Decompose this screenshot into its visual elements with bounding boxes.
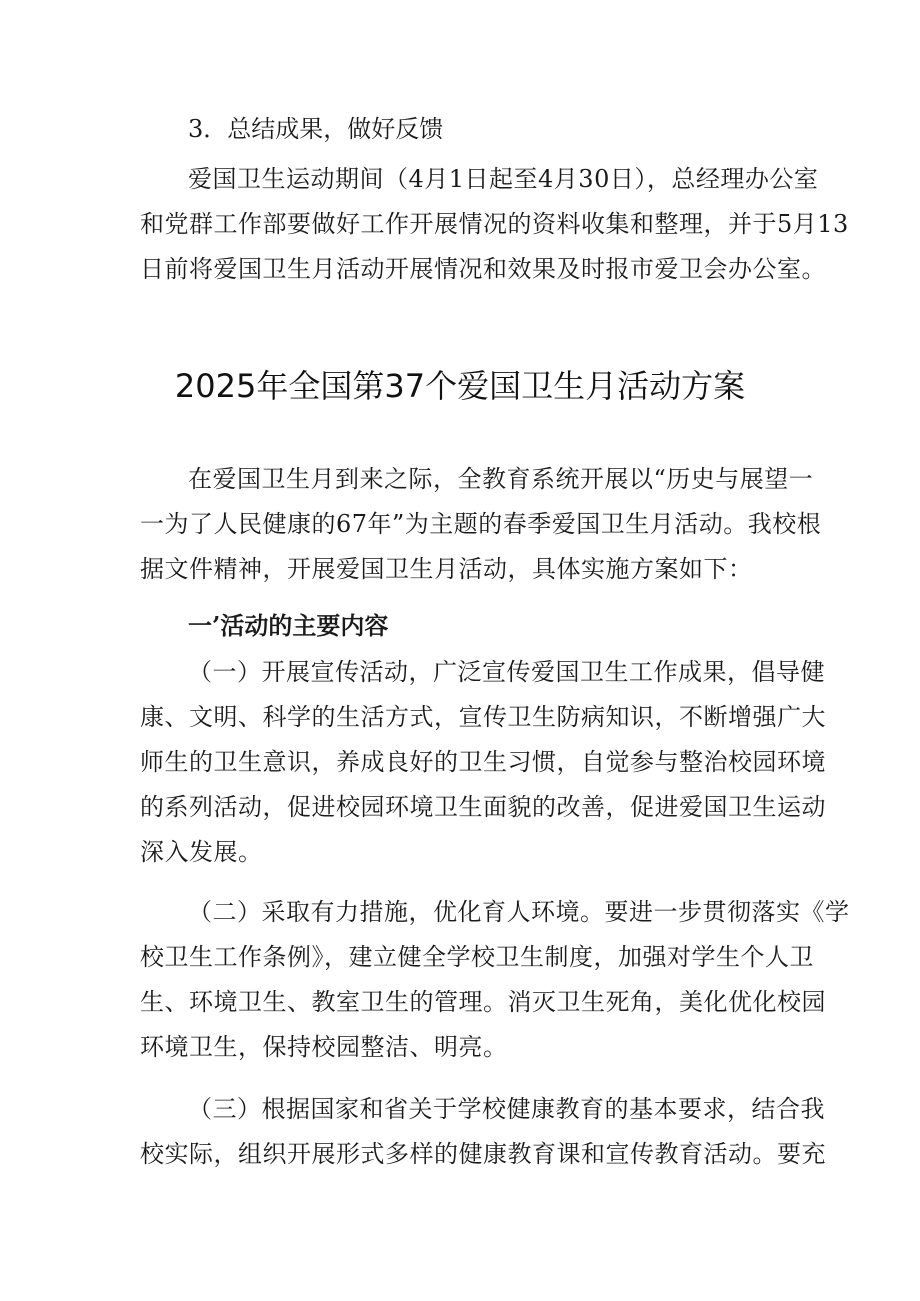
- paragraph-line: （三）根据国家和省关于学校健康教育的基本要求，结合我: [188, 1095, 825, 1123]
- paragraph-line: （二）采取有力措施，优化育人环境。要进一步贯彻落实《学: [188, 898, 850, 926]
- paragraph-line: 校实际，组织开展形式多样的健康教育课和宣传教育活动。要充: [140, 1140, 826, 1168]
- paragraph-line: 师生的卫生意识，养成良好的卫生习惯，自觉参与整治校园环境: [140, 748, 826, 776]
- intro-paragraph: [140, 457, 822, 592]
- paragraph-line: 深入发展。: [140, 838, 263, 866]
- paragraph-line: 生、环境卫生、教室卫生的管理。消灭卫生死角，美化优化校园: [140, 988, 826, 1016]
- paragraph-line: 环境卫生，保持校园整洁、明亮。: [140, 1033, 508, 1061]
- section-3-paragraph: [140, 157, 849, 292]
- paragraph-line: 一为了人民健康的67年”为主题的春季爱国卫生月活动。我校根: [140, 510, 822, 538]
- paragraph-line: 据文件精神，开展爱国卫生月活动，具体实施方案如下：: [140, 555, 753, 583]
- item-3-paragraph: [140, 1087, 826, 1177]
- paragraph-line: 和党群工作部要做好工作开展情况的资料收集和整理，并于5月13: [140, 210, 849, 238]
- paragraph-line: （一）开展宣传活动，广泛宣传爱国卫生工作成果，倡导健: [188, 658, 825, 686]
- paragraph-line: 康、文明、科学的生活方式，宣传卫生防病知识，不断增强广大: [140, 703, 826, 731]
- paragraph-line: 在爱国卫生月到来之际，全教育系统开展以“历史与展望一: [188, 465, 814, 493]
- part-1-heading: 一’活动的主要内容: [188, 611, 389, 640]
- paragraph-line: 的系列活动，促进校园环境卫生面貌的改善，促进爱国卫生运动: [140, 793, 826, 821]
- paragraph-line: 校卫生工作条例》，建立健全学校卫生制度，加强对学生个人卫: [140, 943, 814, 971]
- paragraph-line: 爱国卫生运动期间（4月1日起至4月30日），总经理办公室: [188, 165, 819, 193]
- item-1-paragraph: [140, 650, 826, 875]
- paragraph-line: 日前将爱国卫生月活动开展情况和效果及时报市爱卫会办公室。: [140, 255, 826, 283]
- document-title: 2025年全国第37个爱国卫生月活动方案: [174, 367, 746, 405]
- section-3-heading: 3．总结成果，做好反馈: [188, 115, 444, 143]
- item-2-paragraph: [140, 890, 850, 1070]
